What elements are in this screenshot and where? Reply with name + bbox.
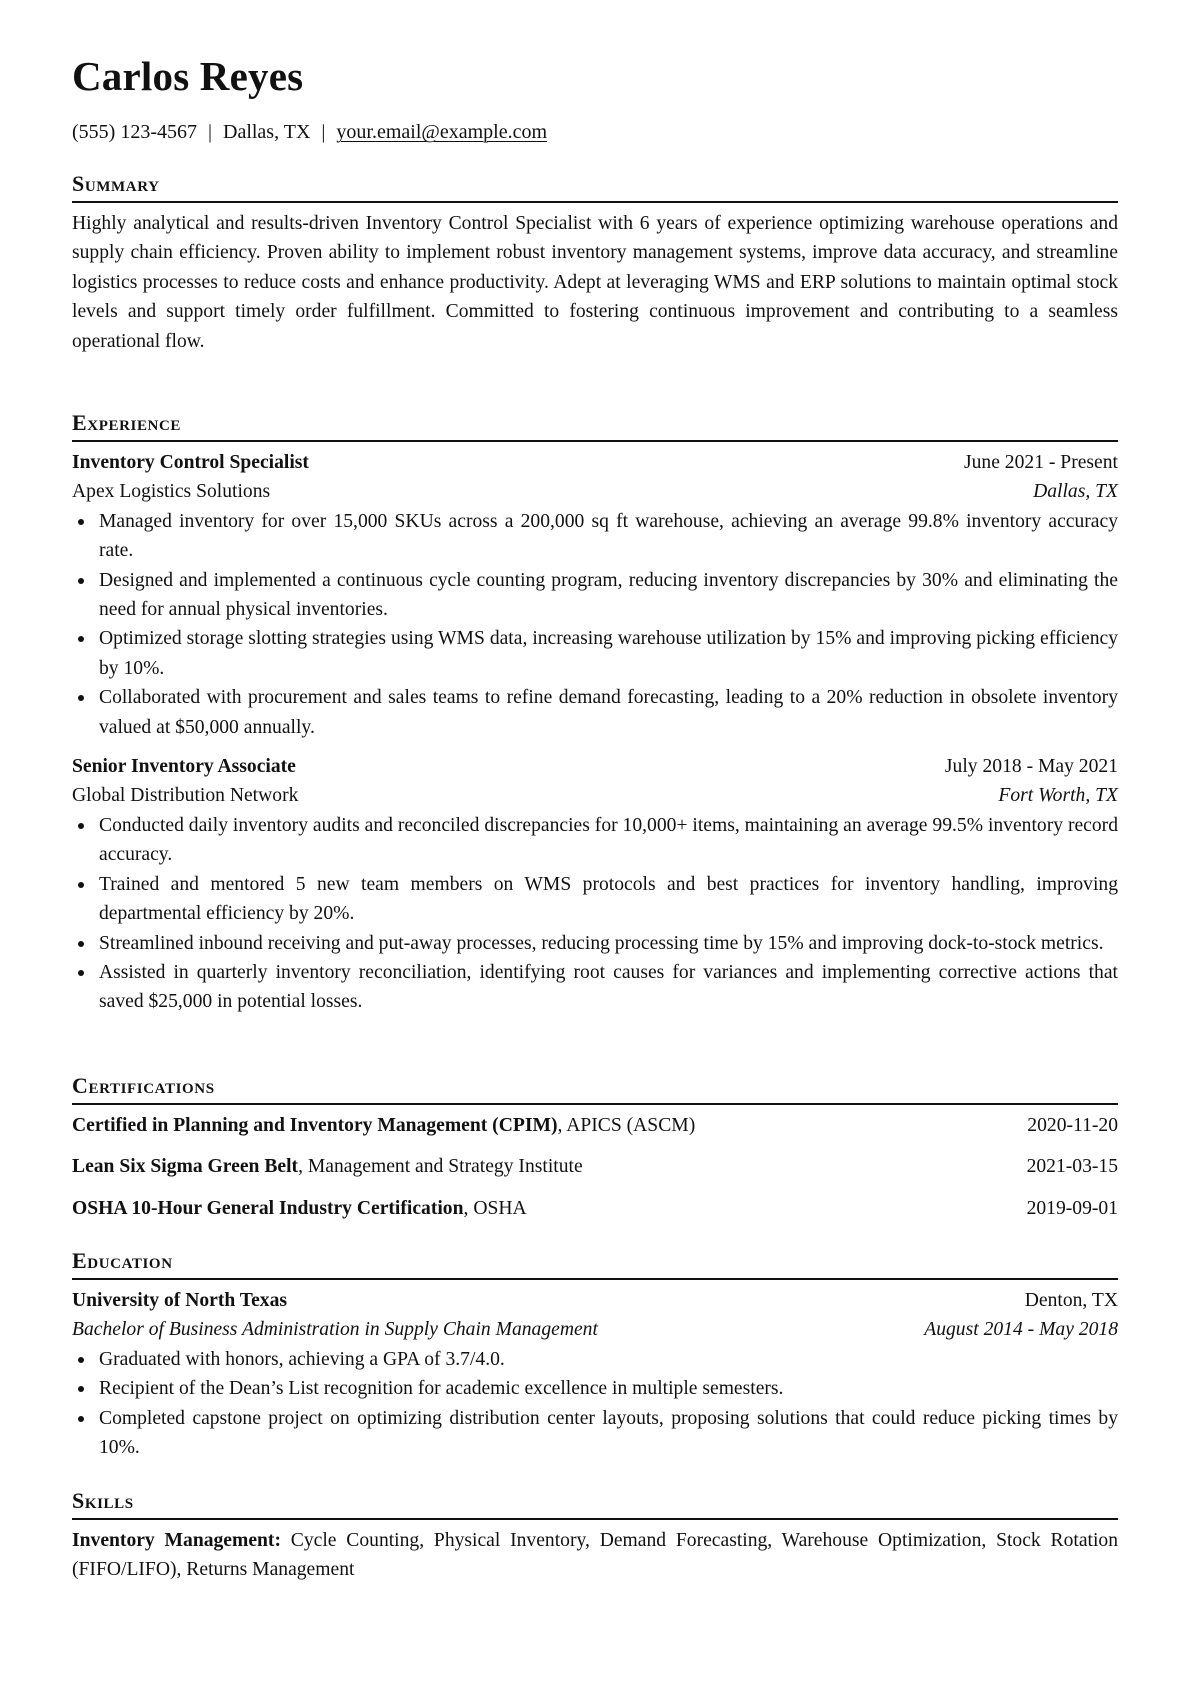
job-header-row xyxy=(72,752,1118,781)
certification-date: 2021-03-15 xyxy=(1026,1156,1118,1178)
bullet-item xyxy=(72,507,1118,566)
phone-number: (555) 123-4567 xyxy=(72,121,197,143)
contact-line xyxy=(72,120,547,144)
job-title: Inventory Control Specialist xyxy=(72,452,309,473)
bullet-item xyxy=(72,624,1118,683)
certification-date: 2020-11-20 xyxy=(1027,1115,1118,1136)
job-company: Global Distribution Network xyxy=(72,785,299,807)
bullet-text: Streamlined inbound receiving and put-away processes, reducing processing time by 15% and improving dock-to-stock metrics. xyxy=(99,932,1104,954)
certification-row xyxy=(72,1111,1118,1140)
bullet-icon xyxy=(78,578,84,584)
skills-section xyxy=(72,1488,1118,1585)
summary-section xyxy=(72,171,1118,356)
school-name: University of North Texas xyxy=(72,1290,287,1311)
section-title-education: Education xyxy=(72,1248,1118,1280)
job-dates: June 2021 - Present xyxy=(963,452,1118,473)
job-bullets xyxy=(72,811,1118,1017)
job-location: Fort Worth, TX xyxy=(998,785,1118,807)
bullet-icon xyxy=(78,1386,84,1392)
bullet-item xyxy=(72,958,1118,1017)
email-link[interactable]: your.email@example.com xyxy=(336,121,547,143)
education-dates: August 2014 - May 2018 xyxy=(924,1319,1118,1341)
bullet-icon xyxy=(78,1357,84,1363)
education-entry xyxy=(72,1286,1118,1462)
bullet-text: Recipient of the Dean’s List recognition for academic excellence in multiple semesters. xyxy=(99,1378,784,1400)
bullet-text: Conducted daily inventory audits and reconciled discrepancies for 10,000+ items, maintaining an average 99.5% inventory record accuracy. xyxy=(99,814,1118,866)
section-title-certifications: Certifications xyxy=(72,1073,1118,1105)
job-bullets xyxy=(72,507,1118,742)
contact-separator: | xyxy=(207,121,212,143)
skills-line xyxy=(72,1526,1118,1585)
job-title: Senior Inventory Associate xyxy=(72,756,296,778)
certification-issuer: , APICS (ASCM) xyxy=(557,1115,696,1136)
bullet-item xyxy=(72,811,1118,870)
certification-issuer: , Management and Strategy Institute xyxy=(298,1156,583,1178)
certifications-section xyxy=(72,1073,1118,1223)
location: Dallas, TX xyxy=(223,121,311,143)
bullet-text: Assisted in quarterly inventory reconciliation, identifying root causes for variances and implementing corrective actions that saved $25,000 in potential losses. xyxy=(99,961,1118,1013)
bullet-item xyxy=(72,1404,1118,1463)
candidate-name: Carlos Reyes xyxy=(72,53,304,99)
job-company-row xyxy=(72,477,1118,506)
certification-row xyxy=(72,1194,1118,1223)
bullet-text: Optimized storage slotting strategies using WMS data, increasing warehouse utilization by 15% and improving picking efficiency by 10%. xyxy=(99,628,1118,679)
certification-row xyxy=(72,1152,1118,1181)
education-header-row xyxy=(72,1286,1118,1315)
bullet-text: Graduated with honors, achieving a GPA of 3.7/4.0. xyxy=(99,1348,505,1370)
summary-text: Highly analytical and results-driven Inventory Control Specialist with 6 years of experience optimizing warehouse operations and supply chain efficiency. Proven ability to implement robust inventory management systems, improve data accuracy, and streamline logistics processes to reduce costs and enhance productivity. Adept at leveraging WMS and ERP solutions to maintain optimal stock levels and support timely order fulfillment. Committed to fostering continuous improvement and contributing to a seamless operational flow. xyxy=(72,213,1118,352)
certification-issuer: , OSHA xyxy=(463,1197,527,1219)
certification-name: OSHA 10-Hour General Industry Certification xyxy=(72,1197,464,1219)
contact-separator: | xyxy=(321,121,326,143)
school-location: Denton, TX xyxy=(1024,1290,1118,1311)
bullet-icon xyxy=(78,882,84,888)
education-bullets xyxy=(72,1345,1118,1463)
section-title-experience: Experience xyxy=(72,410,1118,442)
degree-name: Bachelor of Business Administration in Supply Chain Management xyxy=(72,1319,598,1341)
bullet-icon xyxy=(78,1416,84,1422)
job-location: Dallas, TX xyxy=(1033,481,1118,503)
experience-section xyxy=(72,410,1118,1017)
certification-name: Certified in Planning and Inventory Management (CPIM) xyxy=(72,1115,558,1136)
bullet-text: Trained and mentored 5 new team members on WMS protocols and best practices for inventory handling, improving departmental efficiency by 20%. xyxy=(99,873,1118,925)
bullet-icon xyxy=(78,970,84,976)
bullet-item xyxy=(72,566,1118,625)
section-title-skills: Skills xyxy=(72,1488,1118,1520)
bullet-icon xyxy=(78,695,84,701)
job-company-row xyxy=(72,781,1118,810)
education-degree-row xyxy=(72,1315,1118,1344)
bullet-icon xyxy=(78,519,84,525)
bullet-text: Managed inventory for over 15,000 SKUs across a 200,000 sq ft warehouse, achieving an average 99.8% inventory accuracy rate. xyxy=(99,510,1118,562)
bullet-item xyxy=(72,1345,1118,1374)
job-company: Apex Logistics Solutions xyxy=(72,481,271,503)
bullet-item xyxy=(72,1374,1118,1403)
skill-category: Inventory Management: xyxy=(72,1530,281,1551)
education-section xyxy=(72,1248,1118,1462)
certification-name: Lean Six Sigma Green Belt xyxy=(72,1156,299,1178)
bullet-icon xyxy=(78,823,84,829)
bullet-item xyxy=(72,929,1118,958)
job-entry xyxy=(72,752,1118,1017)
bullet-icon xyxy=(78,636,84,642)
bullet-item xyxy=(72,870,1118,929)
bullet-icon xyxy=(78,941,84,947)
job-entry xyxy=(72,448,1118,742)
job-header-row xyxy=(72,448,1118,477)
section-title-summary: Summary xyxy=(72,171,1118,203)
bullet-item xyxy=(72,683,1118,742)
bullet-text: Completed capstone project on optimizing distribution center layouts, proposing solutions that could reduce picking times by 10%. xyxy=(99,1407,1118,1459)
bullet-text: Designed and implemented a continuous cycle counting program, reducing inventory discrepancies by 30% and eliminating the need for annual physical inventories. xyxy=(99,569,1118,621)
job-dates: July 2018 - May 2021 xyxy=(944,756,1118,778)
certification-date: 2019-09-01 xyxy=(1026,1197,1118,1219)
bullet-text: Collaborated with procurement and sales teams to refine demand forecasting, leading to a 20% reduction in obsolete inventory valued at $50,000 annually. xyxy=(99,687,1118,738)
skill-items: Cycle Counting, Physical Inventory, Demand Forecasting, Warehouse Optimization, Stock Rotation (FIFO/LIFO), Returns Management xyxy=(72,1530,1119,1581)
